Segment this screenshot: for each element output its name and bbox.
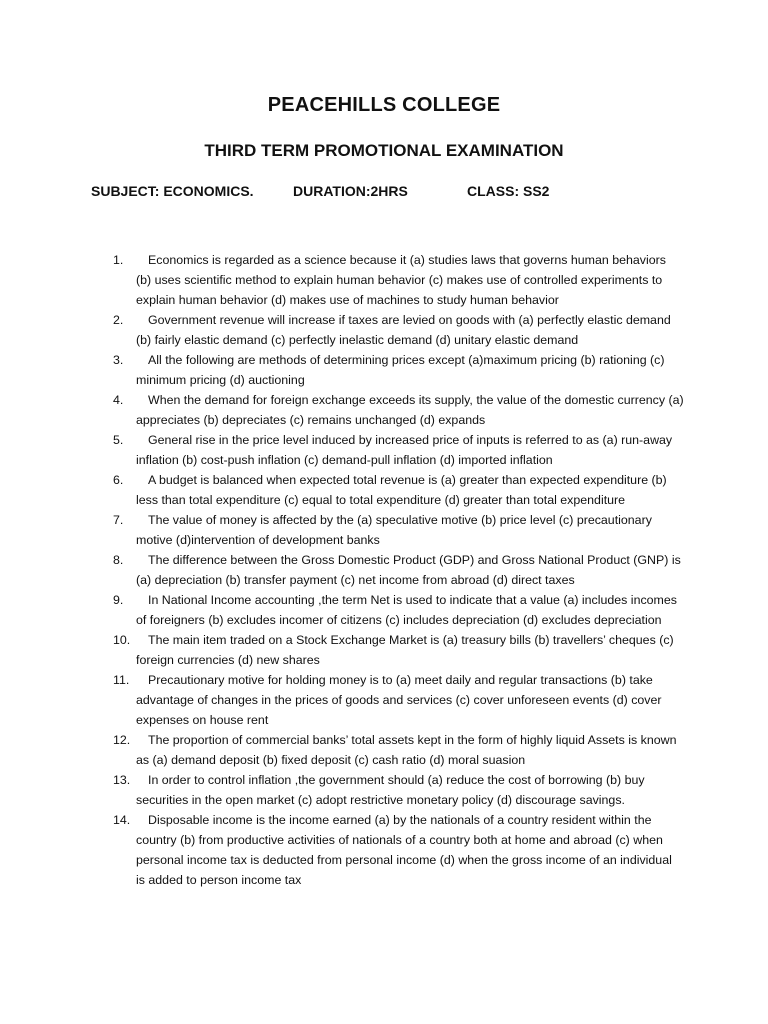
question-number: 5. xyxy=(113,433,124,447)
question-number: 10. xyxy=(113,633,131,647)
question-number: 7. xyxy=(113,513,124,527)
question-number: 4. xyxy=(113,393,124,407)
question-text: A budget is balanced when expected total revenue is (a) greater than expected expenditure (b) less than total expenditure (c) equal to total expenditure (d) greater than total expenditure xyxy=(136,473,667,507)
question-item xyxy=(0,350,684,390)
question-text: When the demand for foreign exchange exceeds its supply, the value of the domestic currency (a) appreciates (b) depreciates (c) remains unchanged (d) expands xyxy=(136,393,684,427)
question-number: 6. xyxy=(113,473,124,487)
duration-label: DURATION:2HRS xyxy=(293,183,408,199)
question-item xyxy=(0,730,684,770)
question-text: The proportion of commercial banks’ total assets kept in the form of highly liquid Assets is known as (a) demand deposit (b) fixed deposit (c) cash ratio (d) moral suasion xyxy=(136,733,677,767)
question-text: Precautionary motive for holding money is to (a) meet daily and regular transactions (b) take advantage of changes in the prices of goods and services (c) cover unforeseen events (d) cover expenses on house rent xyxy=(136,673,662,727)
question-text: The value of money is affected by the (a) speculative motive (b) price level (c) precautionary motive (d)intervention of development banks xyxy=(136,513,652,547)
question-number: 14. xyxy=(113,813,131,827)
question-number: 3. xyxy=(113,353,124,367)
question-number: 9. xyxy=(113,593,124,607)
question-number: 2. xyxy=(113,313,124,327)
question-text: Government revenue will increase if taxes are levied on goods with (a) perfectly elastic demand (b) fairly elastic demand (c) perfectly inelastic demand (d) unitary elastic demand xyxy=(136,313,671,347)
exam-meta xyxy=(91,183,691,203)
question-text: In National Income accounting ,the term Net is used to indicate that a value (a) includes incomes of foreigners (b) excludes incomer of citizens (c) includes depreciation (d) excludes depreciation xyxy=(136,593,677,627)
question-item xyxy=(0,430,684,470)
question-item xyxy=(0,590,684,630)
question-text: Economics is regarded as a science because it (a) studies laws that governs human behaviors (b) uses scientific method to explain human behavior (c) makes use of controlled experiments to explain human behavior (d) makes use of machines to study human behavior xyxy=(136,253,666,307)
question-text: The difference between the Gross Domestic Product (GDP) and Gross National Product (GNP) is (a) depreciation (b) transfer payment (c) net income from abroad (d) direct taxes xyxy=(136,553,681,587)
question-number: 13. xyxy=(113,773,131,787)
exam-title: THIRD TERM PROMOTIONAL EXAMINATION xyxy=(204,141,564,160)
question-item xyxy=(0,630,684,670)
question-item xyxy=(0,310,684,350)
question-text: Disposable income is the income earned (a) by the nationals of a country resident within the country (b) from productive activities of nationals of a country both at home and abroad (c) when personal income tax is deducted from personal income (d) when the gross income of an individual is added to person income tax xyxy=(136,813,672,887)
question-number: 12. xyxy=(113,733,131,747)
question-item xyxy=(0,390,684,430)
question-item xyxy=(0,470,684,510)
subject-label: SUBJECT: ECONOMICS. xyxy=(91,183,254,199)
question-item xyxy=(0,510,684,550)
question-list xyxy=(0,250,768,890)
question-text: All the following are methods of determining prices except (a)maximum pricing (b) rationing (c) minimum pricing (d) auctioning xyxy=(136,353,665,387)
question-text: The main item traded on a Stock Exchange Market is (a) treasury bills (b) travellers’ cheques (c) foreign currencies (d) new shares xyxy=(136,633,674,667)
question-item xyxy=(0,770,684,810)
class-label: CLASS: SS2 xyxy=(467,183,550,199)
question-text: General rise in the price level induced by increased price of inputs is referred to as (a) run-away inflation (b) cost-push inflation (c) demand-pull inflation (d) imported inflation xyxy=(136,433,673,467)
question-text: In order to control inflation ,the government should (a) reduce the cost of borrowing (b) buy securities in the open market (c) adopt restrictive monetary policy (d) discourage savings. xyxy=(136,773,645,807)
question-number: 1. xyxy=(113,253,124,267)
question-item xyxy=(0,810,684,890)
school-name: PEACEHILLS COLLEGE xyxy=(267,94,501,116)
question-number: 11. xyxy=(113,673,130,687)
question-item xyxy=(0,550,684,590)
question-item xyxy=(0,670,684,730)
question-item xyxy=(0,250,684,310)
question-number: 8. xyxy=(113,553,124,567)
